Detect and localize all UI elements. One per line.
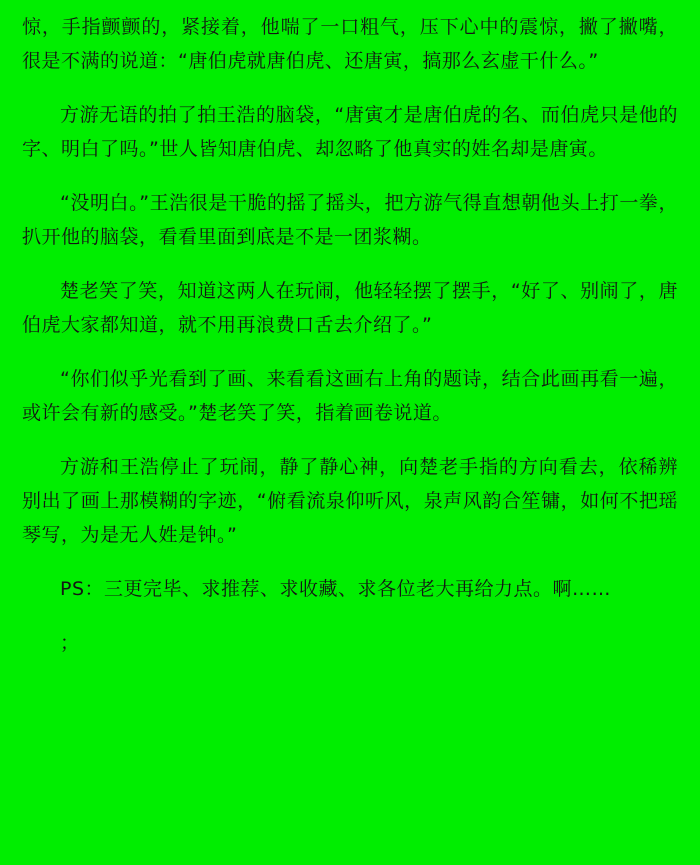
- paragraph-2: 方游无语的拍了拍王浩的脑袋，“唐寅才是唐伯虎的名、而伯虎只是他的字、明白了吗。”世人皆知唐伯虎、却忽略了他真实的姓名却是唐寅。: [22, 104, 678, 160]
- paragraph-8-trailing-mark: ；: [60, 632, 80, 654]
- paragraph-7-author-note: PS：三更完毕、求推荐、求收藏、求各位老大再给力点。啊……: [60, 578, 612, 600]
- paragraph-3: “没明白。”王浩很是干脆的摇了摇头，把方游气得直想朝他头上打一拳，扒开他的脑袋，看看里面到底是不是一团浆糊。: [22, 192, 678, 248]
- paragraph-1: 惊，手指颤颤的，紧接着，他喘了一口粗气，压下心中的震惊，撇了撇嘴，很是不满的说道：“唐伯虎就唐伯虎、还唐寅，搞那么玄虚干什么。”: [22, 16, 678, 72]
- paragraph-4: 楚老笑了笑，知道这两人在玩闹，他轻轻摆了摆手，“好了、别闹了，唐伯虎大家都知道，就不用再浪费口舌去介绍了。”: [22, 280, 678, 336]
- paragraph-5: “你们似乎光看到了画、来看看这画右上角的题诗，结合此画再看一遍，或许会有新的感受。”楚老笑了笑，指着画卷说道。: [22, 368, 678, 424]
- paragraph-6: 方游和王浩停止了玩闹，静了静心神，向楚老手指的方向看去，依稀辨别出了画上那模糊的字迹，“俯看流泉仰听风，泉声风韵合笙镛，如何不把瑶琴写，为是无人姓是钟。”: [22, 456, 678, 546]
